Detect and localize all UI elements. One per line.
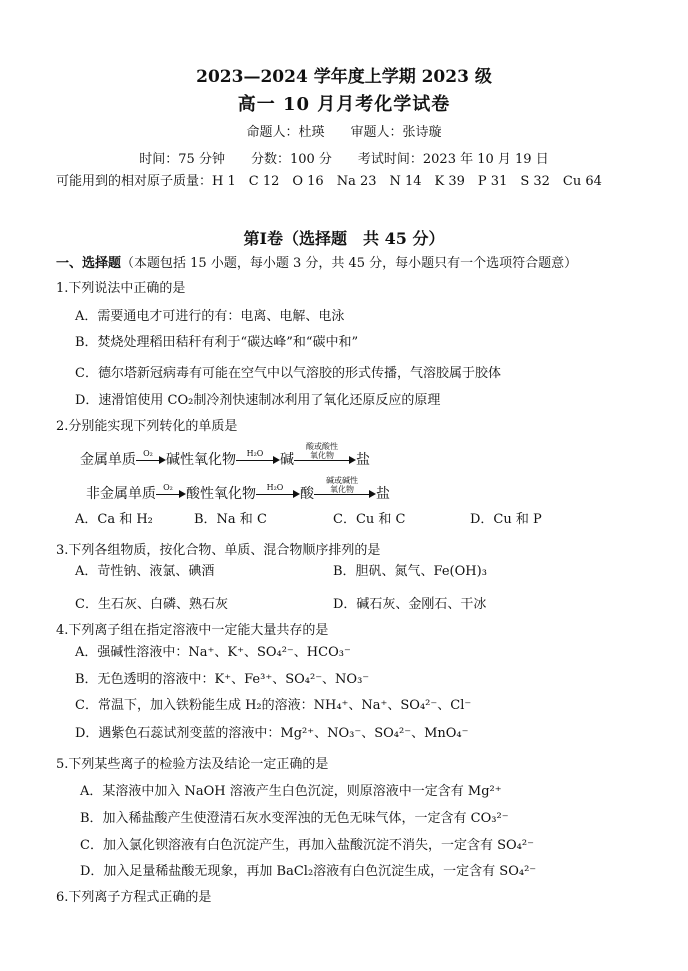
q6-stem: 6.下列离子方程式正确的是 bbox=[56, 890, 212, 905]
q3-option-a: A．苛性钠、液氯、碘酒 bbox=[75, 564, 215, 579]
exam-title-subject: 高一 10 月月考化学试卷 bbox=[237, 94, 451, 115]
q2-chain-metal bbox=[80, 442, 370, 468]
q3-stem: 3.下列各组物质，按化合物、单质、混合物顺序排列的是 bbox=[56, 543, 381, 558]
q1-option-a: A．需要通电才可进行的有：电离、电解、电泳 bbox=[75, 309, 345, 324]
arrow-icon: 碱或碱性 氧化物 bbox=[314, 486, 376, 502]
q5-option-a: A．某溶液中加入 NaOH 溶液产生白色沉淀，则原溶液中一定含有 Mg²⁺ bbox=[80, 784, 502, 799]
section-title: 第Ⅰ卷（选择题 共 45 分） bbox=[243, 229, 445, 248]
q4-option-c: C．常温下，加入铁粉能生成 H₂的溶液：NH₄⁺、Na⁺、SO₄²⁻、Cl⁻ bbox=[75, 698, 472, 713]
q2-option-b: B．Na 和 C bbox=[194, 512, 267, 527]
q3-option-c: C．生石灰、白磷、熟石灰 bbox=[75, 597, 228, 612]
q2-stem: 2.分别能实现下列转化的单质是 bbox=[56, 419, 238, 434]
q3-option-b: B．胆矾、氮气、Fe(OH)₃ bbox=[333, 564, 487, 579]
arrow-icon: O₂ bbox=[156, 486, 186, 502]
arrow-icon: O₂ bbox=[136, 452, 166, 468]
q4-stem: 4.下列离子组在指定溶液中一定能大量共存的是 bbox=[56, 623, 329, 638]
chain2-salt: 盐 bbox=[376, 486, 390, 502]
q3-option-d: D．碱石灰、金刚石、干冰 bbox=[333, 597, 487, 612]
q1-option-c: C．德尔塔新冠病毒有可能在空气中以气溶胶的形式传播，气溶胶属于胶体 bbox=[75, 366, 501, 381]
q1-stem: 1.下列说法中正确的是 bbox=[56, 281, 186, 296]
q5-stem: 5.下列某些离子的检验方法及结论一定正确的是 bbox=[56, 757, 329, 772]
chain1-metal: 金属单质 bbox=[80, 452, 136, 468]
exam-meta-line: 时间：75 分钟 分数：100 分 考试时间：2023 年 10 月 19 日 bbox=[139, 152, 549, 167]
authors-line: 命题人：杜瑛 审题人：张诗璇 bbox=[246, 125, 442, 140]
q2-option-d: D．Cu 和 P bbox=[470, 512, 542, 527]
q4-option-d: D．遇紫色石蕊试剂变蓝的溶液中：Mg²⁺、NO₃⁻、SO₄²⁻、MnO₄⁻ bbox=[75, 726, 469, 741]
q2-chain-nonmetal bbox=[86, 476, 390, 502]
chain1-base: 碱 bbox=[280, 452, 294, 468]
exam-title-year: 2023—2024 学年度上学期 2023 级 bbox=[196, 67, 492, 87]
arrow-icon: H₂O bbox=[256, 486, 300, 502]
arrow-icon: H₂O bbox=[236, 452, 280, 468]
section-label: 一、选择题 bbox=[56, 256, 122, 271]
q1-option-d: D．速滑馆使用 CO₂制冷剂快速制冰利用了氧化还原反应的原理 bbox=[75, 393, 441, 408]
chain2-acidic-oxide: 酸性氧化物 bbox=[186, 486, 256, 502]
section-instructions bbox=[56, 256, 577, 272]
section-intro: （本题包括 15 小题，每小题 3 分，共 45 分，每小题只有一个选项符合题意） bbox=[121, 256, 578, 271]
q5-option-c: C．加入氯化钡溶液有白色沉淀产生，再加入盐酸沉淀不消失，一定含有 SO₄²⁻ bbox=[80, 838, 534, 853]
atomic-masses-line: 可能用到的相对原子质量：H 1 C 12 O 16 Na 23 N 14 K 39 P 31 S 32 Cu 64 bbox=[56, 174, 602, 189]
chain2-nonmetal: 非金属单质 bbox=[86, 486, 156, 502]
q4-option-b: B．无色透明的溶液中：K⁺、Fe³⁺、SO₄²⁻、NO₃⁻ bbox=[75, 672, 370, 687]
q5-option-d: D．加入足量稀盐酸无现象，再加 BaCl₂溶液有白色沉淀生成，一定含有 SO₄²⁻ bbox=[80, 864, 537, 879]
q2-option-c: C．Cu 和 C bbox=[333, 512, 406, 527]
chain1-salt: 盐 bbox=[356, 452, 370, 468]
chain2-acid: 酸 bbox=[300, 486, 314, 502]
q4-option-a: A．强碱性溶液中：Na⁺、K⁺、SO₄²⁻、HCO₃⁻ bbox=[75, 645, 351, 660]
q1-option-b: B．焚烧处理稻田秸秆有利于“碳达峰”和“碳中和” bbox=[75, 335, 359, 350]
q5-option-b: B．加入稀盐酸产生使澄清石灰水变浑浊的无色无味气体，一定含有 CO₃²⁻ bbox=[80, 811, 509, 826]
arrow-icon: 酸或酸性 氧化物 bbox=[294, 452, 356, 468]
q2-option-a: A．Ca 和 H₂ bbox=[75, 512, 153, 527]
chain1-basic-oxide: 碱性氧化物 bbox=[166, 452, 236, 468]
